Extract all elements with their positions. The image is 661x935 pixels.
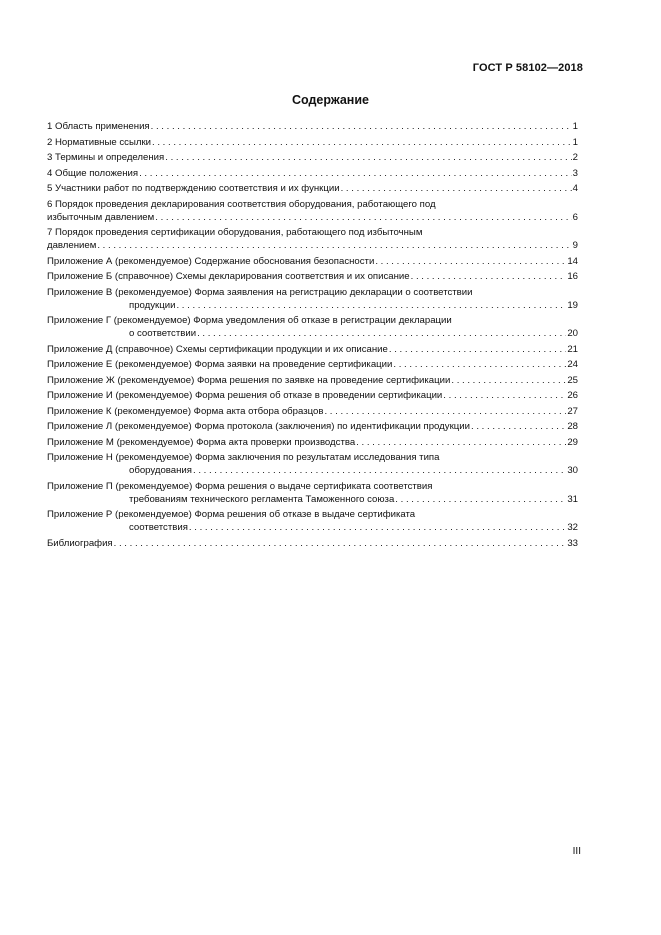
toc-page-number: 33 [567, 537, 578, 549]
toc-entry-title-line: 6 Порядок проведения декларирования соответствия оборудования, работающего под [47, 198, 436, 210]
toc-entry[interactable] [47, 389, 578, 402]
dot-leader [152, 136, 572, 149]
toc-entry-title: 3 Термины и определения [47, 152, 165, 163]
toc-page-number: 19 [567, 299, 578, 311]
toc-entry[interactable] [47, 480, 578, 506]
toc-entry-title: 4 Общие положения [47, 167, 139, 179]
toc-page-number: 1 [572, 136, 578, 148]
toc-entry-title: 5 Участники работ по подтверждению соответствия и их функции [47, 183, 340, 194]
dot-leader [389, 343, 566, 356]
dot-leader [165, 151, 571, 164]
toc-entry-title: требованиям технического регламента Таможенного союза [129, 493, 395, 505]
toc-page-number: 20 [567, 328, 578, 339]
toc-page-number: 16 [567, 271, 578, 282]
toc-entry-title: Приложение Ж (рекомендуемое) Форма решения по заявке на проведение сертификации [47, 374, 451, 386]
dot-leader [151, 120, 572, 133]
dot-leader [356, 436, 566, 449]
page-number: III [572, 846, 581, 857]
toc-entry[interactable] [47, 151, 578, 164]
toc-page-number: 25 [567, 374, 578, 386]
toc-entry-title-line: Приложение Г (рекомендуемое) Форма уведомления об отказе в регистрации декларации [47, 315, 452, 326]
toc-entry[interactable] [47, 420, 578, 433]
dot-leader [411, 270, 567, 283]
toc-entry[interactable] [47, 226, 578, 252]
toc-entry-title: Приложение Б (справочное) Схемы декларирования соответствия и их описание [47, 271, 410, 282]
dot-leader [341, 182, 572, 195]
toc-entry[interactable] [47, 198, 578, 224]
dot-leader [193, 464, 566, 477]
toc-entry[interactable] [47, 374, 578, 387]
toc-page-number: 30 [567, 465, 578, 476]
table-of-contents [47, 120, 578, 552]
toc-entry[interactable] [47, 358, 578, 371]
toc-entry-title: Приложение К (рекомендуемое) Форма акта отбора образцов [47, 405, 324, 417]
toc-page-number: 1 [572, 121, 578, 132]
toc-entry[interactable] [47, 182, 578, 195]
dot-leader [324, 405, 566, 418]
toc-page-number: 14 [567, 255, 578, 267]
toc-entry-title: соответствия [129, 522, 188, 533]
toc-entry-title-line: Приложение П (рекомендуемое) Форма решения о выдаче сертификата соответствия [47, 480, 433, 492]
toc-page-number: 29 [567, 436, 578, 448]
toc-entry-title: о соответствии [129, 328, 197, 339]
toc-entry-title: продукции [129, 299, 176, 311]
dot-leader [189, 521, 566, 534]
toc-page-number: 24 [567, 359, 578, 370]
dot-leader [471, 420, 566, 433]
toc-entry-title: Приложение Л (рекомендуемое) Форма протокола (заключения) по идентификации продукции [47, 421, 470, 432]
toc-entry[interactable] [47, 270, 578, 283]
dot-leader [375, 255, 566, 268]
toc-entry-title-line: 7 Порядок проведения сертификации оборудования, работающего под избыточным [47, 227, 423, 238]
toc-page-number: 31 [567, 493, 578, 505]
toc-page-number: 28 [567, 421, 578, 432]
toc-entry-title: давлением [47, 240, 97, 251]
toc-page-number: 27 [567, 405, 578, 417]
toc-entry-title: 2 Нормативные ссылки [47, 136, 152, 148]
toc-entry-title: Приложение А (рекомендуемое) Содержание обоснования безопасности [47, 255, 375, 267]
toc-page-number: 4 [572, 183, 578, 194]
toc-entry-title: Приложение Е (рекомендуемое) Форма заявки на проведение сертификации [47, 359, 393, 370]
toc-entry[interactable] [47, 314, 578, 340]
dot-leader [114, 537, 567, 550]
toc-entry[interactable] [47, 436, 578, 449]
toc-page-number: 21 [567, 343, 578, 355]
toc-page-number: 9 [572, 240, 578, 251]
toc-entry[interactable] [47, 537, 578, 550]
page-title: Содержание [291, 93, 369, 107]
toc-entry-title-line: Приложение В (рекомендуемое) Форма заявления на регистрацию декларации о соответствии [47, 286, 473, 298]
toc-entry[interactable] [47, 255, 578, 268]
toc-entry[interactable] [47, 286, 578, 312]
toc-entry[interactable] [47, 451, 578, 477]
toc-entry-title: 1 Область применения [47, 121, 150, 132]
toc-entry-title-line: Приложение Р (рекомендуемое) Форма решения об отказе в выдаче сертификата [47, 509, 416, 520]
dot-leader [197, 327, 566, 340]
toc-entry[interactable] [47, 343, 578, 356]
toc-entry-title: Библиография [47, 537, 113, 549]
toc-entry-title-line: Приложение Н (рекомендуемое) Форма заключения по результатам исследования типа [47, 452, 440, 463]
dot-leader [395, 493, 566, 506]
toc-entry[interactable] [47, 508, 578, 534]
toc-entry-title: оборудования [129, 465, 192, 476]
dot-leader [155, 211, 571, 224]
dot-leader [97, 239, 571, 252]
toc-entry-title: Приложение И (рекомендуемое) Форма решения об отказе в проведении сертификации [47, 390, 443, 401]
dot-leader [139, 167, 572, 180]
toc-entry[interactable] [47, 136, 578, 149]
dot-leader [443, 389, 566, 402]
dot-leader [393, 358, 566, 371]
toc-page-number: 2 [572, 152, 578, 163]
toc-page-number: 6 [572, 211, 578, 223]
toc-entry[interactable] [47, 405, 578, 418]
toc-entry-title: Приложение Д (справочное) Схемы сертификации продукции и их описание [47, 343, 388, 355]
document-code: ГОСТ Р 58102—2018 [472, 62, 583, 74]
toc-page-number: 26 [567, 390, 578, 401]
dot-leader [176, 299, 566, 312]
toc-page-number: 3 [572, 167, 578, 179]
dot-leader [451, 374, 566, 387]
toc-entry-title: Приложение М (рекомендуемое) Форма акта проверки производства [47, 436, 356, 448]
toc-entry-title: избыточным давлением [47, 211, 155, 223]
toc-entry[interactable] [47, 167, 578, 180]
toc-page-number: 32 [567, 522, 578, 533]
toc-entry[interactable] [47, 120, 578, 133]
